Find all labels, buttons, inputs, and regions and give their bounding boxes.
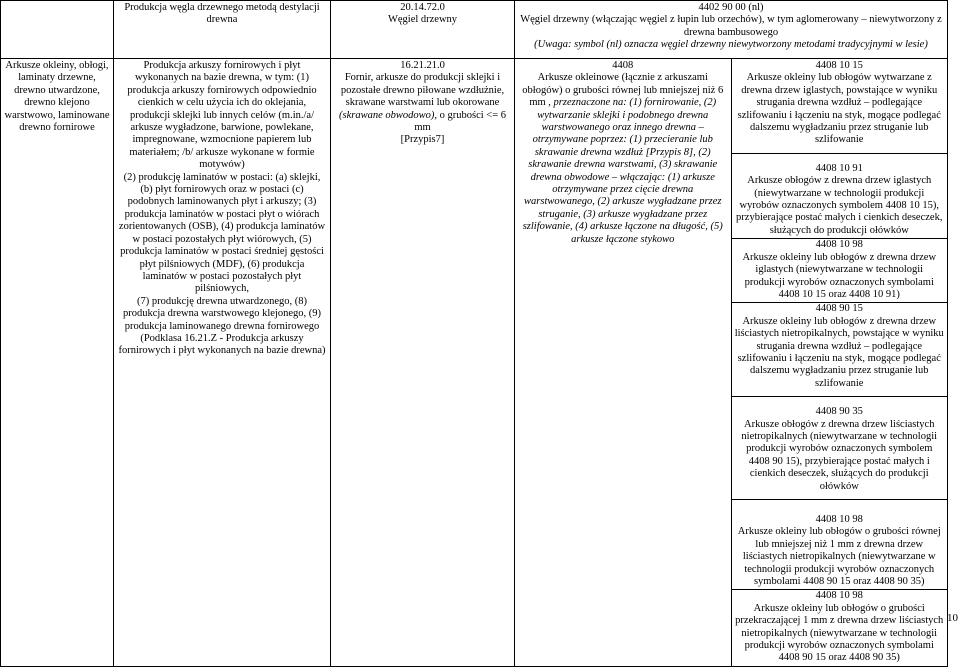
cn-entry-code: 4408 10 98 xyxy=(815,239,863,251)
cn-entry-text: Arkusze okleiny lub obłogów wytwarzane z drewna drzew iglastych, powstające w wyniku strugania drewna wzdłuż – podlegające szlifowaniu i łączeniu na styk, mogące podlegać dalszemu wygładzaniu przez struganie lub szlifowanie xyxy=(737,72,941,146)
page-number: 10 xyxy=(947,612,958,624)
pkwiu-description: Fornir, arkusze do produkcji sklejki i pozostałe drewno piłowane wzdłużnie, skrawane warstwami lub okorowane xyxy=(340,72,505,109)
process-title: Produkcja węgla drzewnego metodą destylacji drewna xyxy=(124,2,320,26)
table-row xyxy=(1,59,948,667)
cn-entry xyxy=(735,239,945,301)
cn-description: Węgiel drzewny (włączając węgiel z łupin lub orzechów), w tym aglomerowany – niewytworzony z drewna bambusowego xyxy=(520,14,942,38)
cn-entry-code: 4408 90 15 xyxy=(815,303,863,315)
header-pkwiu-cell xyxy=(331,1,515,59)
header-cell-empty xyxy=(1,1,114,59)
header-cn-cell xyxy=(515,1,948,59)
pkwiu-footnote-ref: [Przypis7] xyxy=(400,134,445,146)
product-group: Arkusze okleiny, obłogi, laminaty drzewne, drewno utwardzone, drewno klejono warstwowo, laminowane drewno fornirowe xyxy=(4,60,110,134)
product-group-cell xyxy=(1,59,114,667)
process-description: Produkcja arkuszy fornirowych i płyt wykonanych na bazie drewna, w tym: (1) produkcja arkuszy fornirowych odpowiednio cienkich w celu użycia ich do oklejania, produkcji sklejki lub innych celów (m.in./a/ arkusze wygładzone, barwione, powlekane, impregnowane, wzmocnione papierem lub materiałem; /b/ arkusze wykonane w formie motywów) (2) produkcję laminatów w postaci: (a) sklejki, (b) płyt fornirowych oraz w postaci (c) podobnych laminowanych płyt i arkuszy; (3) produkcja laminatów w postaci płyt o wiórach zorientowanych (OSB), (4) produkcja laminatów w postaci pozostałych płyt wiórowych, (5) produkcja laminatów w postaci średniej gęstości płyt pilśniowych (MDF), (6) produkcja laminatów w postaci pozostałych płyt pilśniowych, (7) produkcję drewna utwardzonego, (8) produkcja drewna warstwowego klejonego, (9) produkcja laminowanego drewna fornirowego (Podklasa 16.21.Z - Produkcja arkuszy fornirowych i płyt wykonanych na bazie drewna) xyxy=(118,60,326,357)
pkwiu-title: 20.14.72.0 Węgiel drzewny xyxy=(387,2,458,26)
cn-entry xyxy=(735,60,945,147)
cn-heading-code: 4408 xyxy=(612,60,634,71)
cn-subheadings-cell xyxy=(731,59,948,667)
cn-entry-code: 4408 10 98 xyxy=(815,590,863,602)
cn-heading-details: przeznaczone na: (1) fornirowanie, (2) wytwarzanie sklejki i podobnego drewna warstwowanego oraz innego drewna – otrzymywane poprzez: (1) przecieranie lub skrawanie drewna wzdłuż [Przypis 8], (2) skrawanie drewna warstwami, (3) skrawanie drewna obwodowe – włączając: (1) arkusze otrzymywane przez cięcie drewna warstwowanego, (2) arkusze wygładzane przez struganie, (3) arkusze wygładzane przez szlifowanie, (4) arkusze łączone na długość, (5) arkusze łączone stykowo xyxy=(522,97,723,245)
cn-entry-code: 4408 90 35 xyxy=(815,406,863,418)
cn-note: (Uwaga: symbol (nl) oznacza węgiel drzewny niewytworzony metodami tradycyjnymi w lesie) xyxy=(534,39,928,51)
cn-entry-code: 4408 10 15 xyxy=(815,60,863,71)
cn-code: 4402 90 00 (nl) xyxy=(698,2,764,13)
cn-heading-cell xyxy=(515,59,732,667)
cn-heading-text: Arkusze okleinowe (łącznie z arkuszami obłogów) o grubości równej lub mniejszej niż 6 mm , xyxy=(522,72,724,109)
cn-entry-text: Arkusze okleiny lub obłogów z drewna drzew liściastych nietropikalnych, powstające w wyniku strugania drewna wzdłuż – podlegające szlifowaniu i łączeniu na styk, mogące podlegać dalszemu wygładzaniu przez struganie lub szlifowanie xyxy=(734,315,944,389)
cn-entry xyxy=(735,590,945,664)
cn-entry-text: Arkusze okleiny lub obłogów o grubości przekraczającej 1 mm z drewna drzew liściastych nietropikalnych (niewytwarzane w technologii produkcji wyrobów oznaczonych symbolami 4408 90 15 oraz 4408 90 35) xyxy=(735,602,944,664)
cn-entry xyxy=(735,514,945,588)
cn-entry-text: Arkusze obłogów z drewna drzew iglastych (niewytwarzane w technologii produkcji wyrobów oznaczonych symbolem 4408 10 15), przybierające postać małych i cienkich deseczek, służących do produkcji ołówków xyxy=(736,175,943,236)
pkwiu-code: 16.21.21.0 xyxy=(400,60,445,71)
cn-entry xyxy=(735,406,945,493)
cn-entry-code: 4408 10 91 xyxy=(815,162,863,174)
cn-entry-text: Arkusze okleiny lub obłogów z drewna drzew iglastych (niewytwarzane w technologii produkcji wyrobów oznaczonych symbolami 4408 10 15 oraz 4408 10 91) xyxy=(742,251,937,300)
pkwiu-description-italic: (skrawane obwodowo) xyxy=(338,109,435,121)
process-description-cell xyxy=(114,59,331,667)
cn-entry-code: 4408 10 98 xyxy=(815,514,863,525)
cn-entry-text: Arkusze obłogów z drewna drzew liściastych nietropikalnych (niewytwarzane w technologii produkcji wyrobów oznaczonych symbolem 4408 90 15), przybierające postać małych i cienkich deseczek, służących do produkcji ołówków xyxy=(741,418,938,492)
header-process-cell xyxy=(114,1,331,59)
cn-entry xyxy=(735,303,945,390)
table-row xyxy=(1,1,948,59)
pkwiu-description-end: , o grubości <= 6 mm xyxy=(414,109,506,134)
cn-entry-text: Arkusze okleiny lub obłogów o grubości równej lub mniejszej niż 1 mm z drewna drzew liściastych nietropikalnych (niewytwarzane w technologii produkcji wyrobów oznaczonych symbolami 4408 90 15 oraz 4408 90 35) xyxy=(737,526,941,588)
pkwiu-cell xyxy=(331,59,515,667)
cn-entry xyxy=(735,163,945,237)
